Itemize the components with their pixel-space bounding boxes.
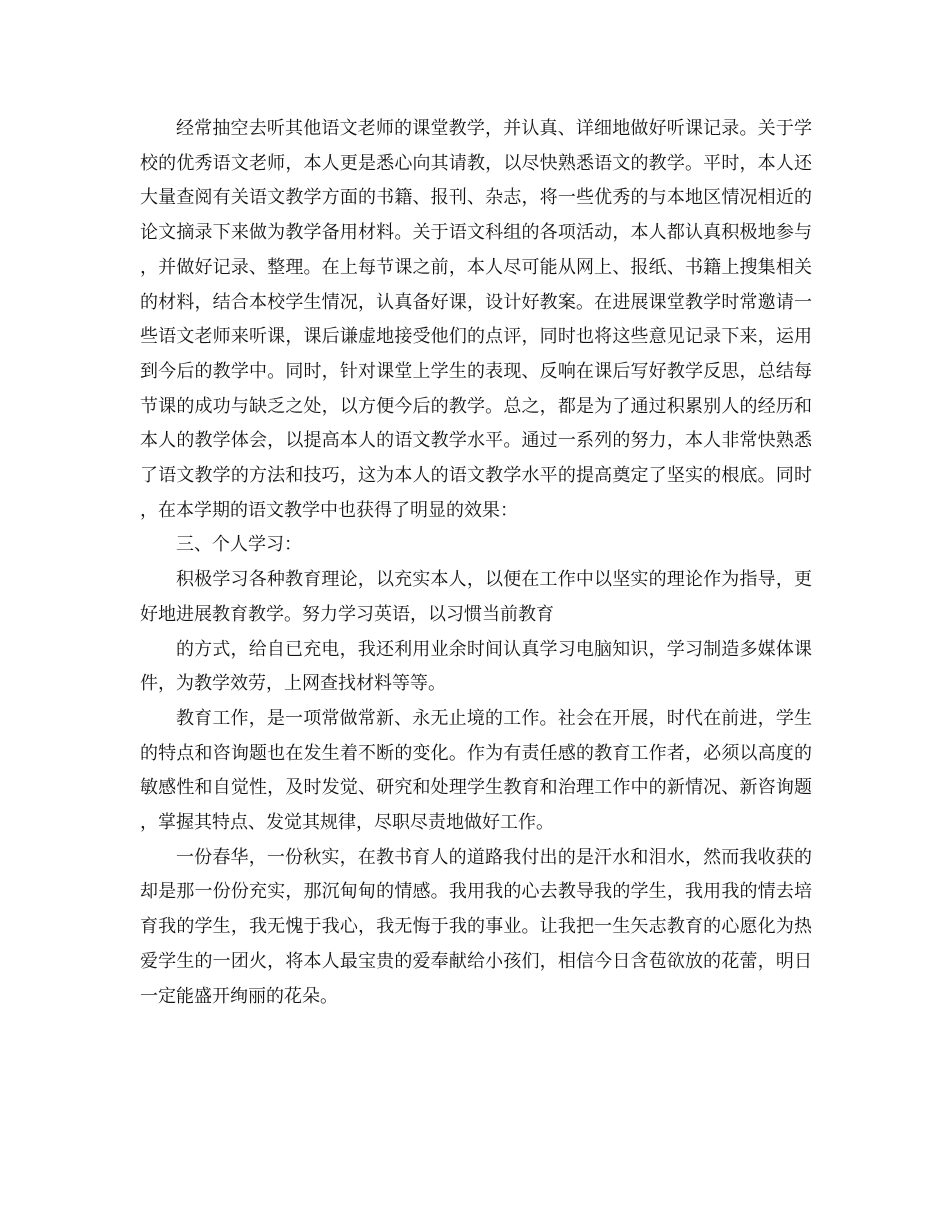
paragraph-study-theory: 积极学习各种教育理论，以充实本人，以便在工作中以坚实的理论作为指导，更好地进展教育教学。努力学习英语，以习惯当前教育 (140, 569, 812, 625)
paragraph-education-work: 教育工作，是一项常做常新、永无止境的工作。社会在开展，时代在前进，学生的特点和咨询题也在发生着不断的变化。作为有责任感的教育工作者，必须以高度的敏感性和自觉性，及时发觉、研究和处理学生教育和治理工作中的新情况、新咨询题，掌握其特点、发觉其规律，尽职尽责地做好工作。 (140, 707, 812, 834)
paragraph-self-improvement: 的方式，给自已充电，我还利用业余时间认真学习电脑知识，学习制造多媒体课件，为教学效劳，上网查找材料等等。 (140, 638, 812, 695)
paragraph-closing-reflection: 一份春华，一份秋实，在教书育人的道路我付出的是汗水和泪水，然而我收获的却是那一份份充实，那沉甸甸的情感。我用我的心去教导我的学生，我用我的情去培育我的学生，我无愧于我心，我无悔于我的事业。让我把一生矢志教育的心愿化为热爱学生的一团火，将本人最宝贵的爱奉献给小孩们，相信今日含苞欲放的花蕾，明日一定能盛开绚丽的花朵。 (140, 846, 812, 1007)
section-heading-personal-study: 三、个人学习： (176, 534, 302, 556)
paragraph-listening-and-research: 经常抽空去听其他语文老师的课堂教学，并认真、详细地做好听课记录。关于学校的优秀语文老师，本人更是悉心向其请教，以尽快熟悉语文的教学。平时，本人还大量查阅有关语文教学方面的书籍、报刊、杂志，将一些优秀的与本地区情况相近的论文摘录下来做为教学备用材料。关于语文科组的各项活动，本人都认真积极地参与，并做好记录、整理。在上每节课之前，本人尽可能从网上、报纸、书籍上搜集相关的材料，结合本校学生情况，认真备好课，设计好教案。在进展课堂教学时常邀请一些语文老师来听课，课后谦虚地接受他们的点评，同时也将这些意见记录下来，运用到今后的教学中。同时，针对课堂上学生的表现、反响在课后写好教学反思，总结每节课的成功与缺乏之处，以方便今后的教学。总之，都是为了通过积累别人的经历和本人的教学体会，以提高本人的语文教学水平。通过一系列的努力，本人非常快熟悉了语文教学的方法和技巧，这为本人的语文教学水平的提高奠定了坚实的根底。同时，在本学期的语文教学中也获得了明显的效果： (140, 118, 812, 521)
document-body (140, 112, 812, 1014)
